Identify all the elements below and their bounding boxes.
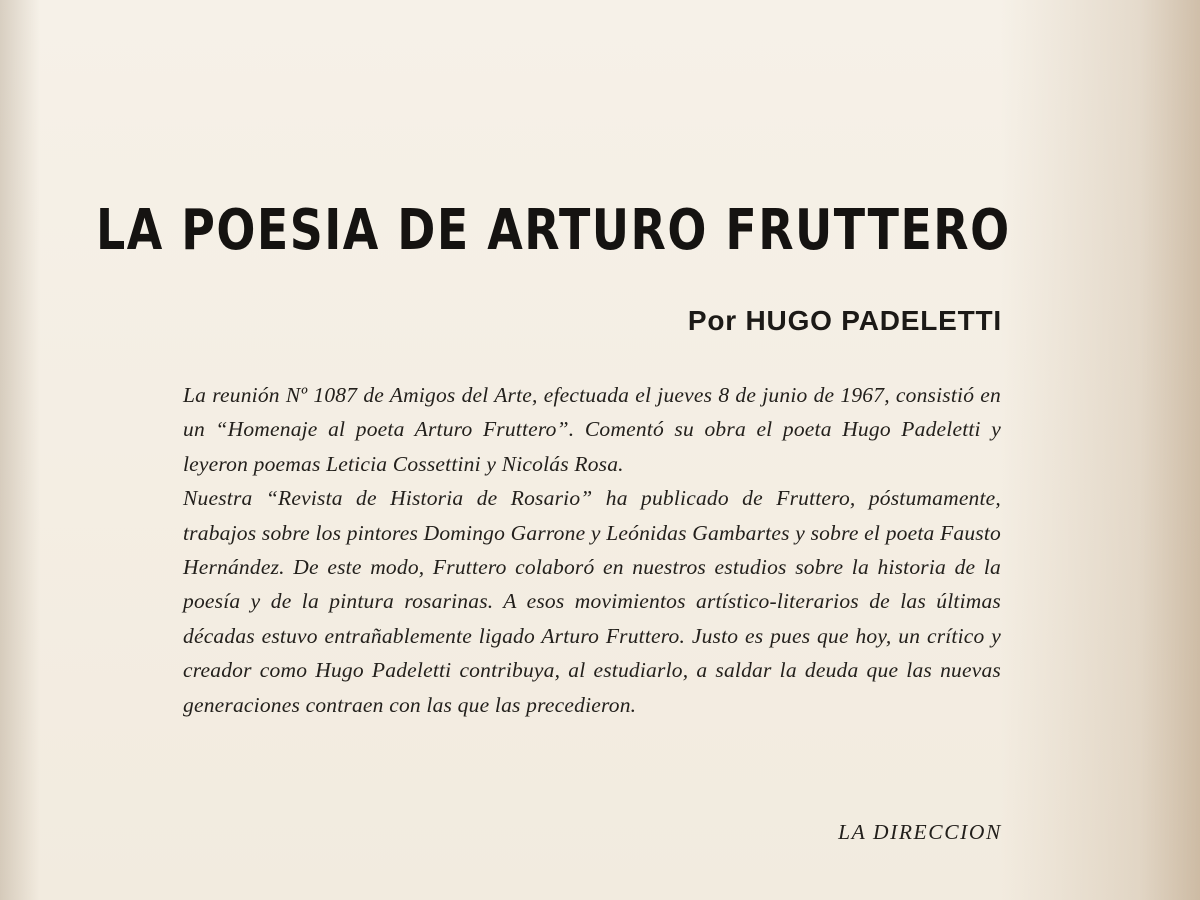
intro-paragraph: La reunión Nº 1087 de Amigos del Arte, efectuada el jueves 8 de junio de 1967, consistió en un “Homenaje al poeta Arturo Fruttero”. Comentó su obra el poeta Hugo Padeletti y leyeron poemas Leticia Cossettini y Nicolás Rosa.: [183, 383, 1001, 476]
article-title: LA POESIA DE ARTURO FRUTTERO: [96, 198, 1011, 263]
intro-paragraph: Nuestra “Revista de Historia de Rosario” ha publicado de Fruttero, póstumamente, trabajos sobre los pintores Domingo Garrone y Leónidas Gambartes y sobre el poeta Fausto Hernández. De este modo, Fruttero colaboró en nuestros estudios sobre la historia de la poesía y de la pintura rosarinas. A esos movimientos artístico-literarios de las últimas décadas estuvo entrañablemente ligado Arturo Fruttero. Justo es pues que hoy, un crítico y creador como Hugo Padeletti contribuya, al estudiarlo, a saldar la deuda que las nuevas generaciones contraen con las que las precedieron.: [183, 486, 1001, 717]
editorial-intro: [183, 378, 1001, 722]
editorial-signature: LA DIRECCION: [838, 820, 1002, 844]
author-byline: Por HUGO PADELETTI: [687, 305, 1002, 336]
